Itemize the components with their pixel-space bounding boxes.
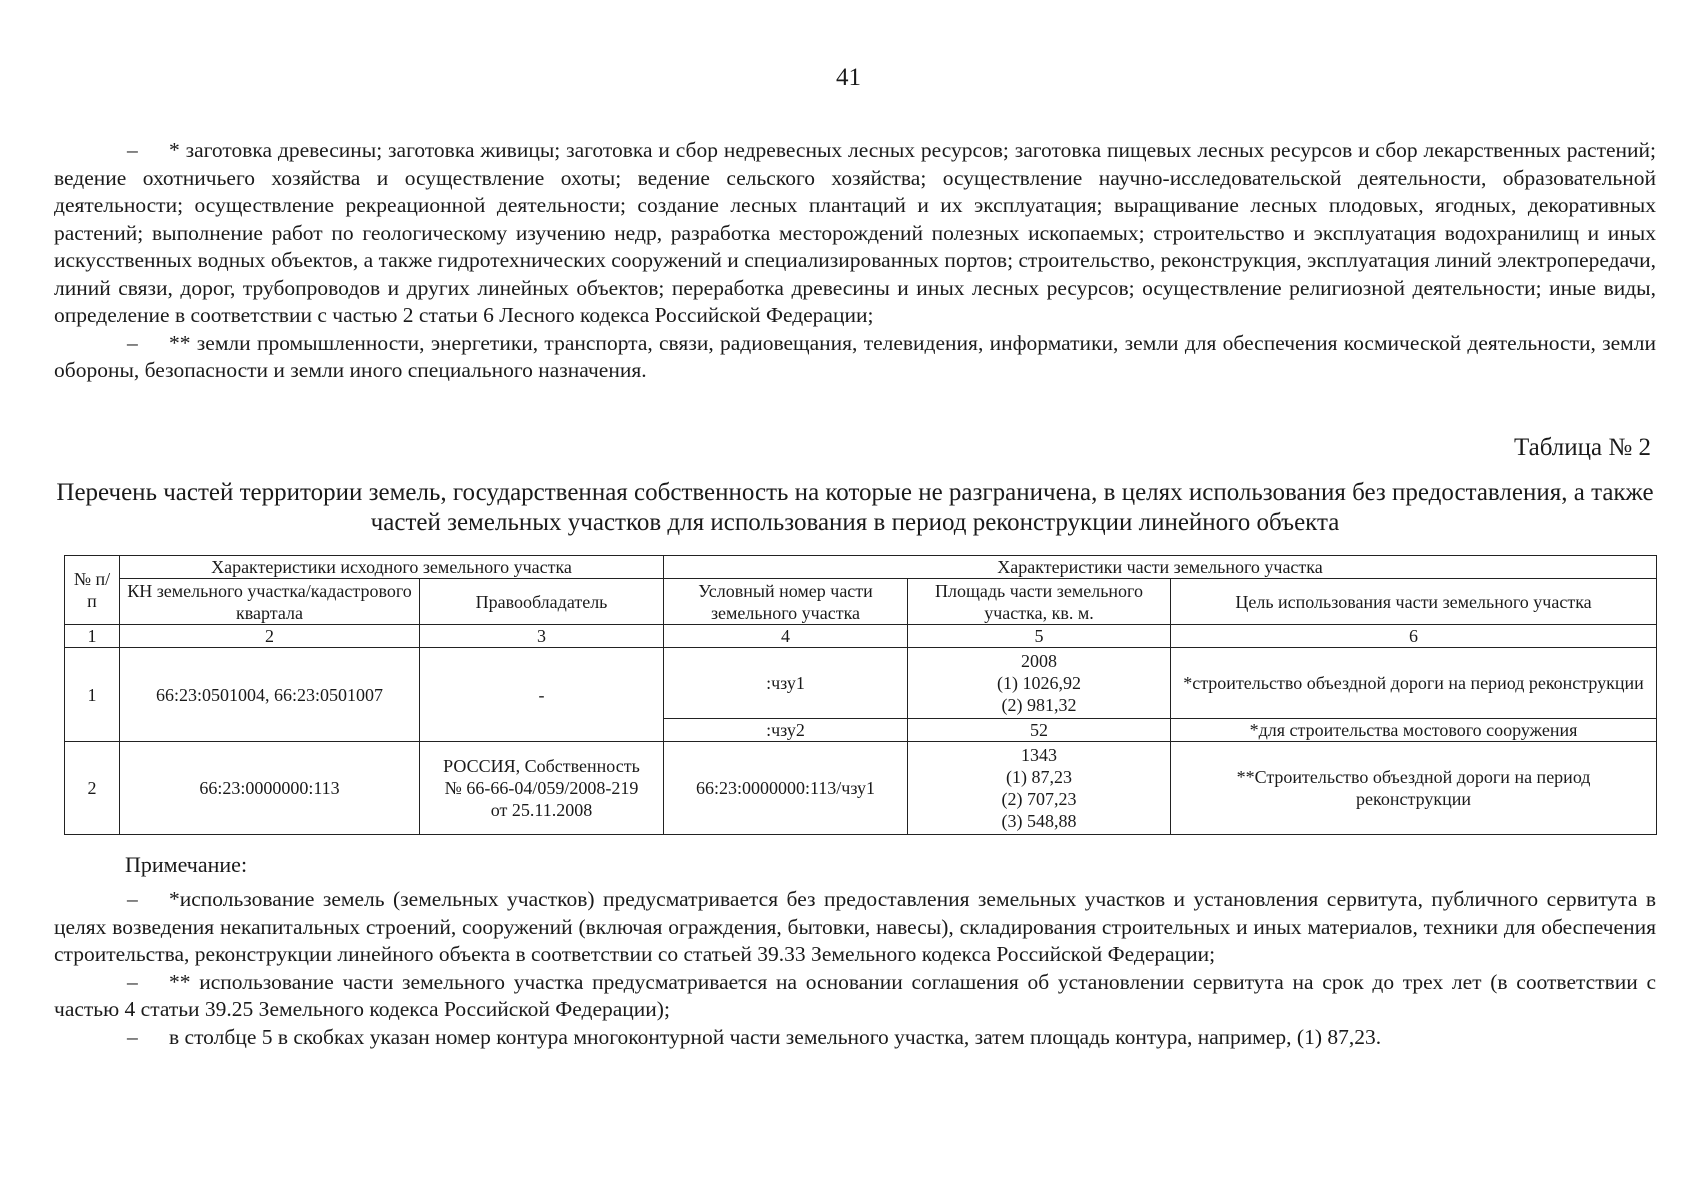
area-line: 2008 (1021, 651, 1057, 671)
cell-purpose: *для строительства мостового сооружения (1171, 719, 1657, 742)
header-kn: КН земельного участка/кадастрового квартала (120, 579, 420, 625)
header-part-num: Условный номер части земельного участка (664, 579, 908, 625)
table-label: Таблица № 2 (1513, 434, 1651, 461)
column-number: 2 (120, 625, 420, 648)
header-row (65, 579, 1657, 625)
header-purpose: Цель использования части земельного участка (1171, 579, 1657, 625)
cell-purpose: **Строительство объездной дороги на период реконструкции (1171, 742, 1657, 835)
area-line: (1) 87,23 (1006, 767, 1072, 787)
bottom-notes (54, 886, 1656, 1051)
note-text: в столбце 5 в скобках указан номер контура многоконтурной части земельного участка, затем площадь контура, например, (1) 87,23. (169, 1024, 1382, 1049)
cell-part-num: 66:23:0000000:113/чзу1 (664, 742, 908, 835)
note-item (54, 330, 1656, 385)
dash-marker: – (127, 887, 138, 911)
header-group-source: Характеристики исходного земельного участка (120, 556, 664, 579)
note-text: ** использование части земельного участка предусматривается на основании соглашения об установлении сервитута на срок до трех лет (в соответствии с частью 4 статьи 39.25 Земельного кодекса Российской Федерации); (54, 969, 1656, 1021)
owner-line: от 25.11.2008 (490, 800, 593, 820)
cell-part-num: :чзу1 (664, 648, 908, 719)
table-title: Перечень частей территории земель, государственная собственность на которые не разграничена, в целях использования без предоставления, а также частей земельных участков для использования в период реконструкции линейного объекта (56, 479, 1654, 536)
column-number: 5 (908, 625, 1171, 648)
cell-owner: - (420, 648, 664, 742)
top-notes (54, 137, 1656, 385)
area-line: 52 (1030, 720, 1048, 740)
column-numbers-row (65, 625, 1657, 648)
note-item (54, 137, 1656, 330)
cell-purpose: *строительство объездной дороги на период реконструкции (1171, 648, 1657, 719)
notes-title: Примечание: (125, 852, 248, 877)
header-area: Площадь части земельного участка, кв. м. (908, 579, 1171, 625)
area-line: (2) 981,32 (1001, 695, 1077, 715)
header-row (65, 556, 1657, 579)
cell-num: 2 (65, 742, 120, 835)
header-group-part: Характеристики части земельного участка (664, 556, 1657, 579)
column-number: 1 (65, 625, 120, 648)
cell-kn: 66:23:0000000:113 (120, 742, 420, 835)
dash-marker: – (127, 138, 138, 162)
cell-owner (420, 742, 664, 835)
area-line: (3) 548,88 (1001, 811, 1077, 831)
owner-line: № 66-66-04/059/2008-219 (444, 778, 639, 798)
table-row (65, 742, 1657, 835)
dash-marker: – (127, 330, 138, 355)
owner-line: РОССИЯ, Собственность (443, 756, 640, 776)
page-number: 41 (836, 64, 861, 91)
dash-marker: – (127, 969, 138, 994)
note-text: *использование земель (земельных участков) предусматривается без предоставления земельных участков и установления сервитута, публичного сервитута в целях возведения некапитальных строений, сооружений (включая ограждения, бытовки, навесы), складирования строительных и иных материалов, техники для обеспечения строительства, реконструкции линейного объекта в соответствии со статьей 39.33 Земельного кодекса Российской Федерации; (54, 887, 1656, 966)
column-number: 3 (420, 625, 664, 648)
header-owner: Правообладатель (420, 579, 664, 625)
header-num: № п/п (65, 556, 120, 625)
column-number: 4 (664, 625, 908, 648)
area-line: 1343 (1021, 745, 1057, 765)
cell-area (908, 742, 1171, 835)
note-text: ** земли промышленности, энергетики, транспорта, связи, радиовещания, телевидения, информатики, земли для обеспечения космической деятельности, земли обороны, безопасности и земли иного специального назначения. (54, 330, 1656, 382)
cell-area (908, 719, 1171, 742)
land-parts-table (64, 555, 1657, 835)
area-line: (2) 707,23 (1001, 789, 1077, 809)
cell-kn: 66:23:0501004, 66:23:0501007 (120, 648, 420, 742)
area-line: (1) 1026,92 (997, 673, 1081, 693)
cell-part-num: :чзу2 (664, 719, 908, 742)
note-item (54, 969, 1656, 1024)
note-item (54, 1024, 1656, 1052)
note-item (54, 886, 1656, 969)
table-row (65, 648, 1657, 719)
cell-num: 1 (65, 648, 120, 742)
cell-area (908, 648, 1171, 719)
note-text: * заготовка древесины; заготовка живицы; заготовка и сбор недревесных лесных ресурсов; заготовка пищевых лесных ресурсов и сбор лекарственных растений; ведение охотничьего хозяйства и осуществление охоты; ведение сельского хозяйства; осуществление научно-исследовательской деятельности, образовательной деятельности; осуществление рекреационной деятельности; создание лесных плантаций и их эксплуатация; выращивание лесных плодовых, ягодных, декоративных растений; выполнение работ по геологическому изучению недр, разработка месторождений полезных ископаемых; строительство и эксплуатация водохранилищ и иных искусственных водных объектов, а также гидротехнических сооружений и специализированных портов; строительство, реконструкция, эксплуатация линий электропередачи, линий связи, дорог, трубопроводов и других линейных объектов; переработка древесины и иных лесных ресурсов; осуществление религиозной деятельности; иные виды, определение в соответствии с частью 2 статьи 6 Лесного кодекса Российской Федерации; (54, 138, 1656, 327)
column-number: 6 (1171, 625, 1657, 648)
dash-marker: – (127, 1024, 138, 1049)
